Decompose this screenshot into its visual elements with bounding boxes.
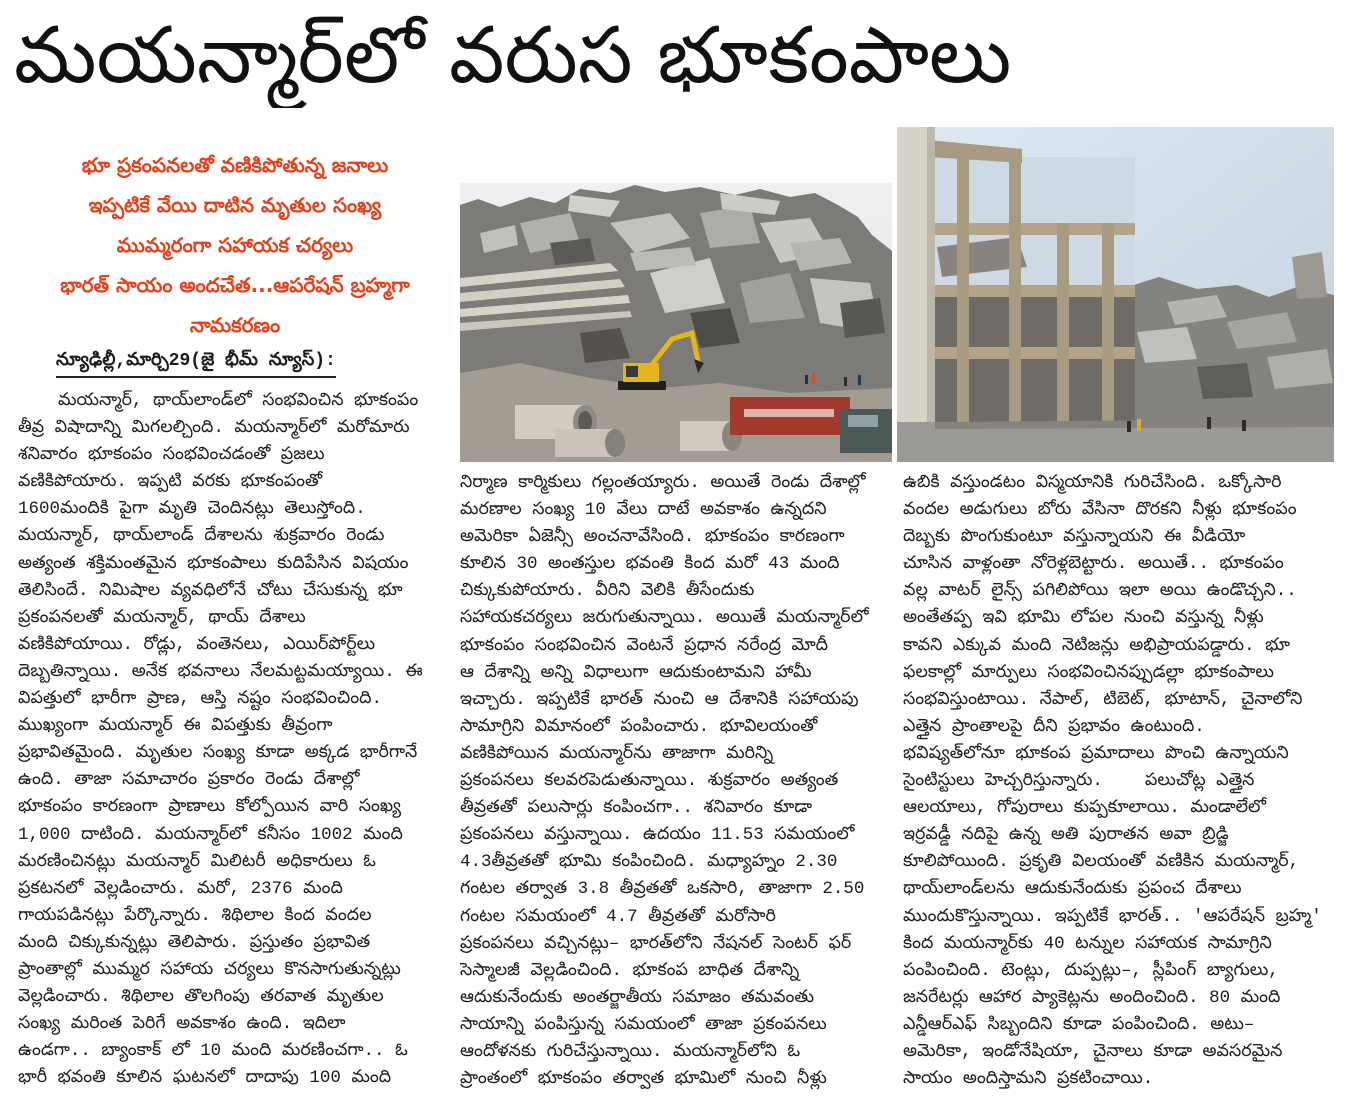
body-line: మరణించినట్లు మయన్మార్ మిలిటరీ అధికారులు ఓ [18, 851, 376, 872]
body-line: గాయపడినట్లు పేర్కొన్నారు. శిథిలాల కింద వందల [18, 905, 372, 926]
body-line: ఆలయాలు, గోపురాలు కుప్పకూలాయి. మండాలేలో [903, 798, 1266, 819]
body-line: ఎన్డీఆర్ఎఫ్ సిబ్బందిని కూడా పంపించింది. అటు– [903, 1014, 1255, 1035]
body-line: తీవ్ర విషాదాన్ని మిగలల్చింది. మయన్మార్‌లో మరోమారు [18, 418, 410, 439]
body-line: వణికిపోయాయి. రోడ్లు, వంతెనలు, ఎయిర్‌పోర్ట్‌లు [18, 634, 376, 655]
article-column-middle [460, 470, 892, 1093]
body-line: నిర్మాణ కార్మికులు గల్లంతయ్యారు. అయితే రెండు దేశాల్లో [460, 473, 866, 493]
body-line: ఇచ్చారు. ఇప్పటికే భారత్ నుంచి ఆ దేశానికి సహాయపు [460, 689, 859, 710]
article-column-left [18, 388, 452, 1092]
body-line: ఆదుకునేందుకు అంతర్జాతీయ సమాజం తమవంతు [460, 987, 815, 1008]
subheadline: ముమ్మరంగా సహాయక చర్యలు [116, 233, 354, 257]
body-line: ఉండగా.. బ్యాంకాక్ లో 10 మంది మరణించగా.. ఓ [18, 1041, 408, 1062]
body-line: సంభవిస్తుంటాయి. నేపాల్, టిబెట్, భూటాన్, చైనాలోని [903, 689, 1303, 710]
body-line: అత్యంత శక్తిమంతమైన భూకంపాలు కుదిపేసిన విషయం [18, 553, 409, 574]
body-line: చూసిన వాళ్లంతా నోరెళ్లబెట్టారు. అయితే.. భూకంపం [903, 554, 1284, 575]
body-line: ఉంది. తాజా సమాచారం ప్రకారం రెండు దేశాల్లో [18, 770, 360, 791]
body-line: 1600మందికి పైగా మృతి చెందినట్లు తెలుస్తోంది. [18, 499, 366, 520]
body-line: 1,000 దాటింది. మయన్మార్‌లో కనీసం 1002 మంది [18, 824, 403, 845]
body-line: కూలిపోయింది. ప్రకృతి విలయంతో వణికిన మయన్మార్, [903, 852, 1300, 873]
body-line: ఇర్రవడ్డీ నదిపై ఉన్న అతి పురాతన అవా బ్రిడ్జి [903, 825, 1229, 846]
body-line: వణికిపోయారు. ఇప్పటి వరకు భూకంపంతో [18, 472, 323, 493]
body-line: ప్రకటనలో వెల్లడించారు. మరో, 2376 మంది [18, 878, 343, 899]
subheadline-block [20, 145, 450, 345]
body-line: ఫలకాల్లో మార్పులు సంభవించినప్పుడల్లా భూకంపాలు [903, 662, 1274, 683]
body-line: ప్రాంతంలో భూకంపం తర్వాత భూమిలో నుంచి నీళ్లు [460, 1069, 827, 1090]
body-line: ప్రాంతాల్లో ముమ్మర సహాయ చర్యలు కొనసాగుతున్నట్లు [18, 959, 401, 980]
body-line: గంటల సమయంలో 4.7 తీవ్రతతో మరోసారి [460, 906, 776, 927]
body-line: దెబ్బతిన్నాయి. అనేక భవనాలు నేలమట్టమయ్యాయి. ఈ [18, 661, 423, 682]
body-line: మంది చిక్కుకున్నట్లు తెలిపారు. ప్రస్తుతం ప్రభావిత [18, 932, 371, 953]
subheadline: ఇప్పటికే వేయి దాటిన మృతుల సంఖ్య [88, 193, 382, 217]
article-column-right [903, 470, 1335, 1093]
body-line: ఆందోళనకు గురిచేస్తున్నాయి. మయన్మార్‌లోని ఓ [460, 1041, 801, 1062]
body-line: సాయాన్ని పంపిస్తున్న సమయంలో తాజా ప్రకంపనలు [460, 1014, 827, 1035]
body-line: ప్రకంపనలు వస్తున్నాయి. ఉదయం 11.53 సమయంలో [460, 825, 855, 846]
body-line: గంటల తర్వాత 3.8 తీవ్రతతో ఒకసారి, తాజాగా 2.50 [460, 879, 865, 900]
body-line: సామాగ్రిని విమానంలో పంపించారు. భూవిలయంతో [460, 716, 818, 737]
body-line: భూకంపం కారణంగా ప్రాణాలు కోల్పోయిన వారి సంఖ్య [18, 797, 401, 818]
body-line: సంఖ్య మరింత పెరిగే అవకాశం ఉంది. ఇదిలా [18, 1014, 346, 1035]
body-line: థాయ్‌లాండ్‌లను ఆదుకునేందుకు ప్రపంచ దేశాలు [903, 879, 1242, 900]
body-line: వల్ల వాటర్ లైన్స్ పగిలిపోయి ఇలా అయి ఉండొచ్చని.. [903, 581, 1297, 602]
body-line: చిక్కుకుపోయారు. వీరిని వెలికి తీసేందుకు [460, 581, 755, 602]
body-line: ఉబికి వస్తుండటం విస్మయానికి గురిచేసింది. ఒక్కోసారి [903, 473, 1282, 493]
body-line: భవిష్యత్‌లోనూ భూకంప ప్రమాదాలు పొంచి ఉన్నాయని [903, 743, 1289, 764]
body-line: మయన్మార్, థాయ్‌లాండ్‌లో సంభవించిన భూకంపం [58, 391, 419, 411]
body-line: జనరేటర్లు ఆహార ప్యాకెట్లను అందించింది. 80 మంది [903, 987, 1281, 1008]
body-line: తెలిసిందే. నిమిషాల వ్యవధిలోనే చోటు చేసుకున్న భూ [18, 580, 403, 601]
dateline: న్యూఢిల్లీ,మార్చి29(జై భీమ్ న్యూస్): [56, 348, 336, 378]
body-line: సెస్మాలజీ వెల్లడించింది. భూకంప బాధిత దేశాన్ని [460, 960, 800, 981]
body-line: ముందుకొస్తున్నాయి. ఇప్పటికే భారత్.. 'ఆపరేషన్ బ్రహ్మ' [903, 906, 1322, 927]
subheadline: నామకరణం [189, 313, 281, 337]
body-line: పంపించింది. టెంట్లు, దుప్పట్లు–, స్లీపింగ్ బ్యాగులు, [903, 960, 1279, 981]
body-line: అమెరికా, ఇండోనేషియా, చైనాలు కూడా అవసరమైన [903, 1041, 1283, 1062]
body-line: 4.3తీవ్రతతో భూమి కంపించింది. మధ్యాహ్నం 2.30 [460, 852, 838, 873]
body-line: భారీ భవంతి కూలిన ఘటనలో దాదాపు 100 మంది [18, 1068, 392, 1089]
body-line: ఆ దేశాన్ని అన్ని విధాలుగా ఆదుకుంటామని హామీ [460, 662, 812, 683]
body-line: వణికిపోయిన మయన్మార్‌ను తాజాగా మరిన్ని [460, 743, 774, 764]
body-line: భూకంపం సంభవించిన వెంటనే ప్రధాన నరేంద్ర మోదీ [460, 635, 828, 656]
body-line: విపత్తులో భారీగా ప్రాణ, ఆస్తి నష్టం సంభవించింది. [18, 689, 382, 710]
body-line: ప్రకంపనలు కలవరపెడుతున్నాయి. శుక్రవారం అత్యంత [460, 771, 839, 792]
body-line: మరణాల సంఖ్య 10 వేలు దాటే అవకాశం ఉన్నదని [460, 500, 827, 521]
body-line: దెబ్బకు పొంగుకుంటూ వస్తున్నాయని ఈ వీడియో [903, 527, 1246, 548]
body-line: ప్రకంపనలతో మయన్మార్, థాయ్ దేశాలు [18, 607, 306, 628]
body-line: వందల అడుగులు బోరు వేసినా దొరకని నీళ్లు భూకంపం [903, 500, 1297, 521]
body-line: శనివారం భూకంపం సంభవించడంతో ప్రజలు [18, 445, 325, 466]
photo-rubble-excavator [460, 183, 892, 462]
body-line: ఎత్తైన ప్రాంతాలపై దీని ప్రభావం ఉంటుంది. [903, 716, 1205, 737]
body-line: కూలిన 30 అంతస్తుల భవంతి కింద మరో 43 మంది [460, 554, 840, 575]
body-line: తీవ్రతతో పలుసార్లు కంపించగా.. శనివారం కూడా [460, 798, 813, 819]
body-line: కావని ఎక్కువ మంది నెటిజన్లు అభిప్రాయపడ్డారు. భూ [903, 635, 1290, 656]
headline: మయన్మార్‌లో వరుస భూకంపాలు [14, 11, 1012, 101]
body-line: ముఖ్యంగా మయన్మార్ ఈ విపత్తుకు తీవ్రంగా [18, 716, 333, 737]
subheadline: భారత్ సాయం అందచేత...ఆపరేషన్ బ్రహ్మగా [60, 273, 410, 297]
body-line: ప్రకంపనలు వచ్చినట్లు– భారత్‌లోని నేషనల్ సెంటర్ ఫర్ [460, 933, 852, 954]
body-line: వెల్లడించారు. శిథిలాల తొలగింపు తరవాత మృతుల [18, 987, 384, 1008]
body-line: అమెరికా ఏజెన్సీ అంచనావేసింది. భూకంపం కారణంగా [460, 527, 845, 548]
photo-building-frame-collapse [897, 127, 1334, 462]
subheadline: భూ ప్రకంపనలతో వణికిపోతున్న జనాలు [81, 153, 389, 177]
body-line: ప్రభావితమైంది. మృతుల సంఖ్య కూడా అక్కడ భారీగానే [18, 743, 418, 764]
body-line: అంతేతప్ప ఇవి భూమి లోపల నుంచి వస్తున్న నీళ్లు [903, 608, 1264, 629]
body-line: కింద మయన్మార్‌కు 40 టన్నుల సహాయక సామాగ్రిని [903, 933, 1272, 954]
body-line: సహాయకచర్యలు జరుగుతున్నాయి. అయితే మయన్మార్‌లో [460, 608, 869, 629]
body-line: మయన్మార్, థాయ్‌లాండ్ దేశాలను శుక్రవారం రెండు [18, 526, 385, 547]
body-line: సాయం అందిస్తామని ప్రకటించాయి. [903, 1069, 1154, 1090]
body-line: సైంటిస్టులు హెచ్చరిస్తున్నారు. పలుచోట్ల ఎత్తైన [903, 771, 1255, 792]
